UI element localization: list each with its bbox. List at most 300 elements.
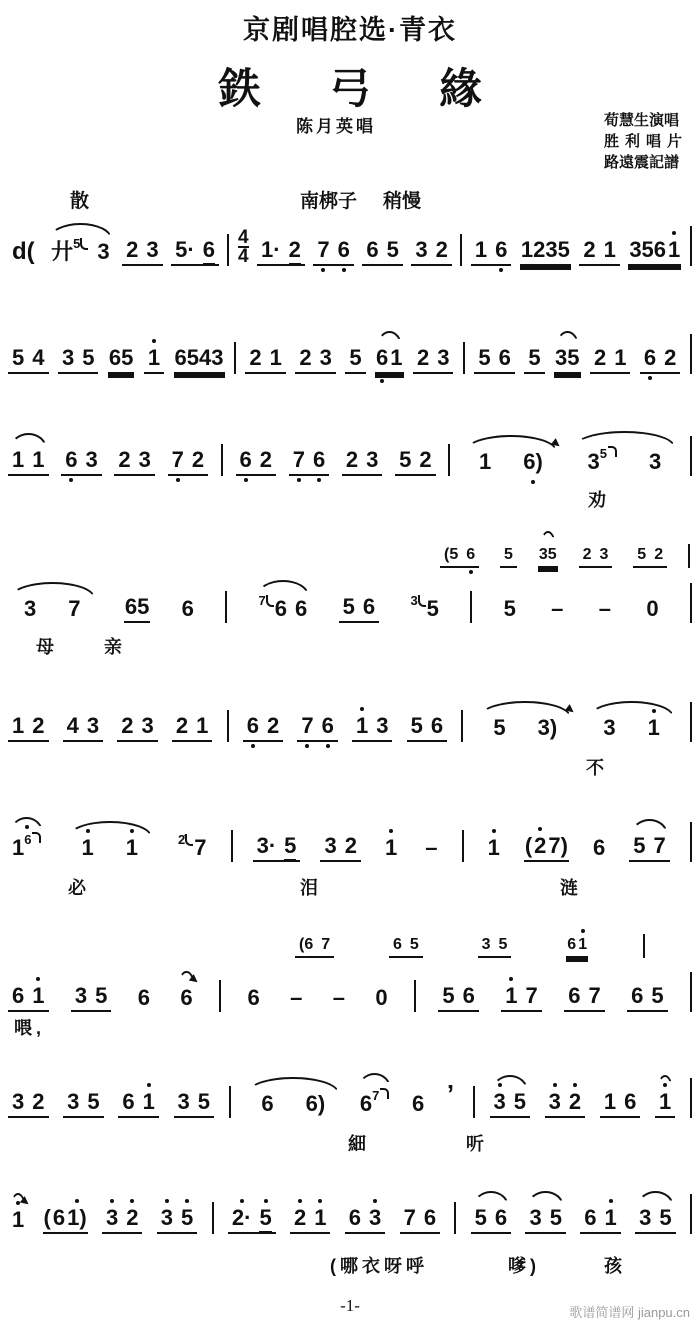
note [627,984,647,1008]
lyric: 劝 [588,490,610,510]
note-text: 5 [478,345,491,370]
time-signature [238,229,249,265]
note [628,238,667,262]
note [462,546,479,564]
note-text: 3 [603,715,616,740]
note-cell [178,597,198,623]
staff-row [8,964,692,1012]
note [8,1090,28,1114]
note-cell [500,597,520,623]
note [52,597,96,621]
note-cell [590,346,631,374]
note-text: 65 [108,345,134,370]
note [255,595,291,621]
note-cell [114,448,155,476]
note [427,714,447,738]
note-text: 1 [142,1089,155,1114]
note [329,986,349,1010]
note-text: 5 [87,1089,100,1114]
note [243,986,263,1010]
note [524,834,533,858]
octave-dot-above [573,1083,577,1087]
note [495,346,515,370]
barline [225,591,227,623]
note [420,1206,440,1230]
note-text: 1 [604,1205,617,1230]
staff-row [8,694,692,742]
note-text: 1 [196,713,209,738]
note-cell [633,546,667,568]
note [629,834,649,858]
note-text: 5 [513,1089,526,1114]
octave-dot-below [251,744,255,748]
octave-dot-below [244,478,248,482]
note-cell [295,346,336,374]
note-text: ’ [446,1079,455,1109]
note [61,448,81,472]
note [295,346,315,370]
note-cell [171,238,219,266]
note [8,714,28,738]
note-text: 6 [624,1089,637,1114]
note [297,714,317,738]
note [83,1090,103,1114]
lyric: (哪衣呀呼 [330,1256,428,1276]
note [647,984,667,1008]
note-text: 2 [175,713,189,738]
note-text: 3 [481,936,491,953]
note-cell [627,984,668,1012]
note [640,346,660,370]
note-text: 3 [12,1089,25,1114]
note [309,448,329,472]
note [8,448,28,472]
note-cell [538,546,558,568]
note [579,546,596,564]
note [524,346,544,370]
note [546,1206,566,1230]
note [375,346,389,370]
note-text: (5 [444,546,459,563]
note-cell [471,238,512,266]
note [71,984,91,1008]
note-cell [8,714,49,742]
note [566,936,577,954]
note [256,448,276,472]
note [389,346,403,370]
note-text: 6 [366,237,379,262]
note [339,595,359,619]
octave-dot-above [663,1083,667,1087]
note [650,546,667,564]
note-text: 7 [403,1205,416,1230]
note [157,1206,177,1230]
note-text: 65 [124,594,150,619]
note-text: 5 [651,983,664,1008]
note [595,546,612,564]
octave-dot-above [86,829,90,833]
note-cell [471,1206,512,1234]
note [310,1206,330,1230]
octave-dot-below [326,744,330,748]
note-text: 7 [171,447,184,472]
octave-dot-above [360,707,364,711]
note-text: 6 [568,983,581,1008]
note [245,346,265,370]
ornament-hook-icon [608,446,617,457]
note [395,448,415,472]
note-cell [172,714,213,742]
note-text: 2 [568,1089,582,1114]
note-text: 6 [337,237,350,262]
note-cell [243,714,284,742]
octave-dot-above [165,1199,169,1203]
note-cell [440,546,479,568]
lyric: 喂, [14,1018,46,1038]
note-cell [8,1090,49,1118]
note [477,716,521,740]
note [108,346,134,370]
note-text: 3 [587,449,600,474]
note [565,1090,585,1114]
note [83,714,103,738]
note-cell [400,1206,441,1234]
score-line [440,532,690,568]
note-text: 6 [494,1205,508,1230]
ornament-hook-icon [380,1088,389,1099]
note-cell [176,986,196,1012]
note-cell [8,1208,28,1234]
barline [643,934,645,958]
note [144,346,164,370]
note-text: 2 [249,345,262,370]
note-cell [297,714,338,742]
barline [414,980,416,1012]
staff-row [295,922,645,958]
note-text: 6 [430,713,444,738]
note [600,1090,620,1114]
octave-dot-above [389,829,393,833]
note-cell [63,1090,104,1118]
note [122,1206,142,1230]
note-cell [236,448,277,476]
lyric: 嗲) [508,1256,540,1276]
note [28,448,48,472]
note-cell [411,238,452,266]
note [63,714,83,738]
note [438,984,458,1008]
note-text: 1 [603,1089,617,1114]
note-text: 5 [12,345,25,370]
note [545,1090,565,1114]
note [389,936,406,954]
note-text: 5 [342,594,355,619]
note [28,984,48,1008]
note-text: 2 [191,447,205,472]
note [580,1206,600,1230]
note-text: 2 [299,345,312,370]
barline [688,544,690,568]
note-cell [320,834,361,862]
note [243,714,263,738]
note [255,1206,275,1230]
note-cell [501,984,542,1012]
barline [463,342,465,374]
note-cell [342,448,383,476]
note-text: – [332,985,345,1010]
note-cell [8,346,49,374]
note [266,346,286,370]
note-text: 6 [274,596,288,621]
note [411,238,431,262]
note-text: 5 [633,833,646,858]
note-text: 1 [32,447,45,472]
note-text: 5 [504,546,513,563]
note-cell [168,448,209,476]
note-text: 5 [399,447,412,472]
octave-dot-above [16,1201,20,1205]
note [28,1090,48,1114]
note-cell [329,986,349,1012]
credit-performer: 荀慧生演唱 [603,112,679,129]
note [286,986,306,1010]
note-cell [286,986,306,1012]
note [134,986,154,1010]
octave-dot-above [147,1083,151,1087]
note [8,1208,28,1232]
note [655,1090,675,1114]
note-cell [635,1206,676,1234]
ornament-hook-icon [32,832,41,843]
octave-dot-below [305,744,309,748]
note-text: 1 [603,237,616,262]
note [610,346,630,370]
note-text: 3 [437,345,450,370]
note-text: 1 [479,449,492,474]
note-text: 6543 [174,345,224,370]
note-text: 6 [584,1205,597,1230]
note [8,984,28,1008]
singer-label: 陈月英唱 [296,117,376,136]
note [500,597,520,621]
note-text: 3 [324,833,337,858]
note-text: 0 [646,596,659,621]
note [491,238,511,262]
note-cell [371,986,391,1012]
note-text: 6 [593,835,606,860]
note-text: 356 [629,237,667,262]
barline [690,436,692,476]
note [52,1206,66,1230]
score-line [8,428,692,510]
barline [227,234,229,266]
note-text: 5 [181,1205,194,1230]
note [93,240,113,264]
note [620,1090,640,1114]
score-line [8,964,692,1038]
note [471,1206,491,1230]
note-text: 2 [435,237,448,262]
note-text: 2 [126,237,139,262]
note-text: 6 [65,447,78,472]
staff-row [8,428,692,476]
note-cell [547,597,567,623]
grace-note: 7 [372,1088,380,1103]
note-text: 5 [284,833,296,861]
staff-row [8,814,692,862]
note-text: 1235 [520,237,570,262]
octave-dot-below [531,480,535,484]
note-cell [8,832,45,862]
octave-dot-above [672,231,676,235]
barline [690,334,692,374]
score-line [8,1186,692,1276]
note-cell [339,595,380,623]
note-text: 6 [312,447,326,472]
grace-note: 6 [24,832,32,847]
note [572,446,633,474]
note-cell [356,1088,393,1118]
note-cell [564,984,605,1012]
note-text: 5 [637,546,647,563]
note [317,936,334,954]
note-text: 2 [345,447,359,472]
note [177,1206,197,1230]
note-text: 6 [12,983,25,1008]
lyric: 母 [36,637,58,657]
note-text: d( [12,238,35,265]
note [168,448,188,472]
note-cell [43,1206,88,1234]
note [406,595,442,621]
note-text: – [425,835,438,860]
note-text: 6 [52,1205,66,1230]
note-text: 5 [442,983,455,1008]
octave-dot-above [152,339,156,343]
note-text: 1) [67,1205,87,1230]
note-cell [545,1090,586,1118]
score-line [8,575,692,657]
lyric: 細 [348,1134,370,1154]
note [362,448,382,472]
note-cell [642,597,662,623]
note [192,714,212,738]
note [356,1088,393,1116]
note-cell [313,238,354,266]
note-text: 1 [578,936,588,953]
note-cell [595,597,615,623]
octave-dot-below [469,570,473,574]
note-text: 6 [376,345,389,370]
note-cell [289,448,330,476]
barline [212,1202,214,1234]
note [342,448,362,472]
note [491,1206,511,1230]
note-text: 1 [12,447,25,472]
octave-dot-above [185,1199,189,1203]
note-text: 2 [534,833,547,858]
note [383,238,403,262]
note [510,1090,530,1114]
note-cell [628,238,681,266]
note [345,1206,365,1230]
barline [462,830,464,862]
note-text: 6) [523,449,543,474]
note-cell [117,714,158,742]
note [117,714,137,738]
note-text: 1 [12,1207,25,1232]
note [172,714,192,738]
note-text: 1 [32,983,45,1008]
grace-note: 5 [599,446,608,461]
note [362,238,382,262]
note-text: 1· [261,237,281,262]
note [135,448,155,472]
note [547,597,567,621]
note-text: 6 [203,237,215,265]
note-cell [600,1090,641,1118]
note-cell [345,346,365,374]
note [655,1206,675,1230]
barline [690,583,692,623]
note-cell [389,936,423,958]
note-cell [71,984,112,1012]
note-text: 2 [259,447,273,472]
note [421,836,441,860]
note [413,346,433,370]
note-cell [255,595,312,623]
note-text: 1 [314,1205,327,1230]
barline [690,702,692,742]
score-line [8,218,692,266]
lyric: 必 [68,878,90,898]
grace-note: 5 [73,236,81,251]
lyric: 听 [466,1134,488,1154]
note [408,1092,428,1116]
note-text: 3 [649,449,662,474]
note-text: 3 [599,546,609,563]
staff-row [8,575,692,623]
tempo-label: 稍慢 [383,191,422,212]
note-text: ( [43,1205,51,1230]
note-text: 1 [474,237,488,262]
note-text: 5 [259,1205,271,1233]
series-title: 京剧唱腔选·青衣 [243,15,457,45]
note-text: 1 [659,1089,672,1114]
note-cell [124,595,150,623]
barline [690,972,692,1012]
note [8,832,45,860]
note-text: 3 [138,447,151,472]
note [289,448,309,472]
note-text: 5 [386,237,399,262]
note-text: 7) [548,833,568,858]
note-text: (6 [299,936,314,953]
barline [690,226,692,266]
note [522,984,542,1008]
note [285,238,305,262]
note [589,836,609,860]
note-text: 6 [498,345,511,370]
note [66,1206,88,1230]
note-text: 2 [416,345,430,370]
note-text: 7 [321,936,331,953]
note-text: 6 [321,713,334,738]
note [124,595,150,619]
ts-numerator: 4 [237,227,249,248]
note [474,346,494,370]
note-cell [381,836,401,862]
